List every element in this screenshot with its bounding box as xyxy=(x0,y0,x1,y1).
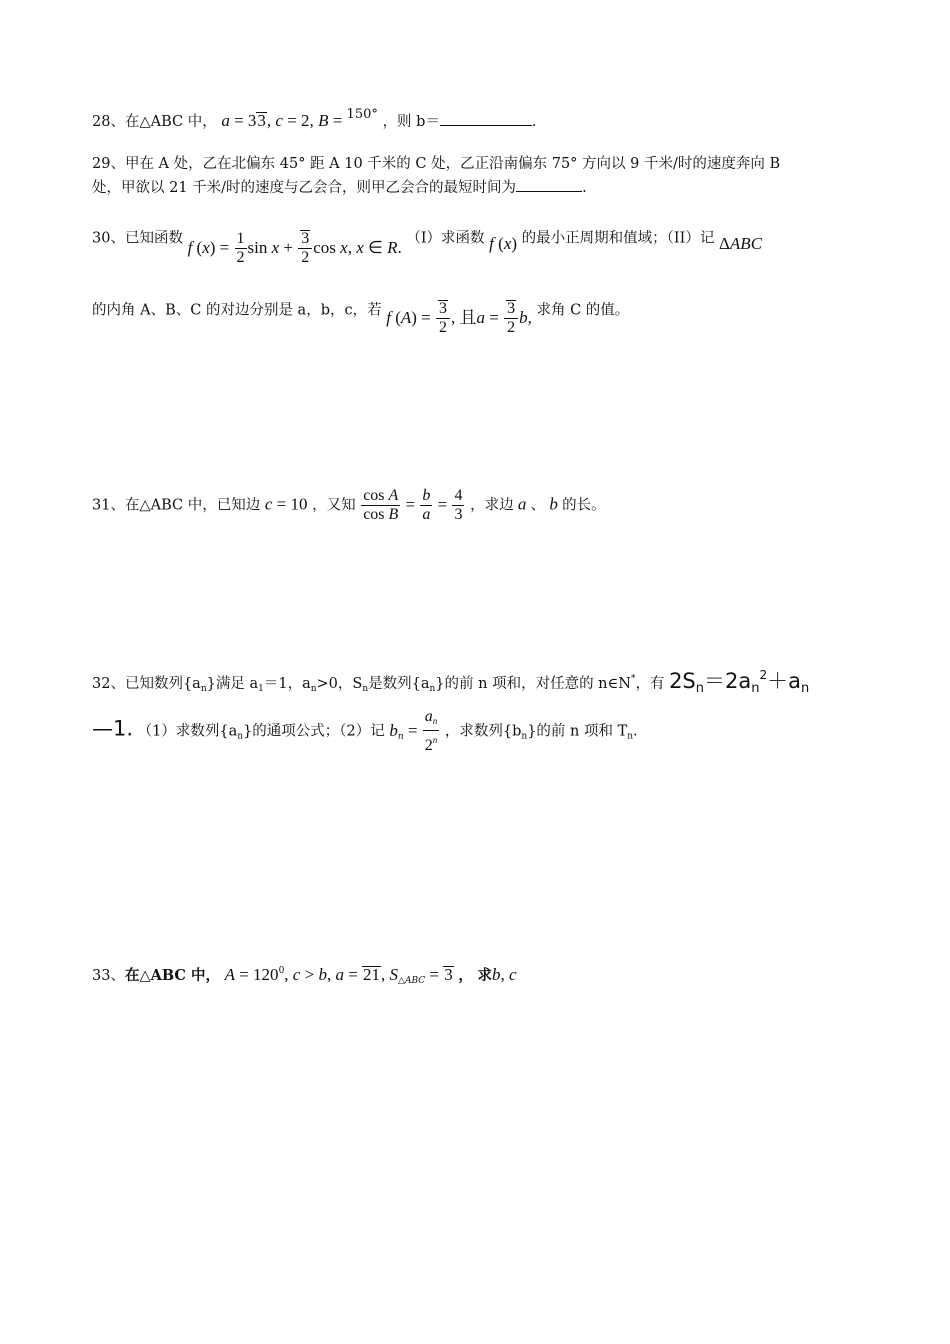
question-29-line-1: 29、甲在 A 处，乙在北偏东 45° 距 A 10 千米的 C 处，乙正沿南偏东 75° 方向以 9 千米/时的速度奔向 B xyxy=(92,156,781,172)
question-31: 31、在△ABC 中，已知边 c = 10 ，又知 $\frac{\text{cos A}}{\text{cos B}}$ = $\frac{b}{a}$ = $\frac{4}{3}$ ，求边 a 、 b 的长。 xyxy=(92,487,606,523)
question-32-line-2: —1. （1）求数列$\{a_n\}$的通项公式；（2）记 $b_n$ = $\frac{a_n}{2^n}$ ，求数列$\{b_n\}$的前 n 项和 $T_n$. xyxy=(92,708,638,754)
q32-recurrence: $2Sn=2an^2+an$ xyxy=(669,668,810,696)
question-29-line-2: 处，甲欲以 21 千米/时的速度与乙会合，则甲乙会合的最短时间为 . xyxy=(92,177,872,199)
answer-blank-28[interactable] xyxy=(440,111,532,126)
q31-ratio-equation: $\frac{\text{cos A}}{\text{cos B}}$ = $\frac{b}{a}$ = $\frac{4}{3}$ xyxy=(363,487,463,523)
q33-given: $A = 120^0$, c > b, a = 21, $S_{\triangle ABC} = 3$ xyxy=(224,965,453,986)
q30-condition: f (A) = $\frac{3}{2}$ , 且a = $\frac{3}{2}$ b, xyxy=(386,300,532,336)
question-32-line-1: 32、已知数列$\{a_n\}$满足 $a_1=1$，$a_n>0$，$S_n$是数列$\{a_n\}$的前 n 项和，对任意的 n∈N*，有 $2Sn=2an^2+an$ xyxy=(92,668,810,696)
answer-blank-29[interactable] xyxy=(516,177,582,192)
q28-equation: a = 33, c = 2, B = 150° xyxy=(221,107,378,130)
question-33: 33、在△ABC 中， $A = 120^0$, c > b, a = 21, $S_{\triangle ABC} = 3$ ， 求b, c xyxy=(92,965,517,986)
q32-bn-definition: $b_n$ = $\frac{a_n}{2^n}$ xyxy=(389,708,438,754)
q32-recurrence-tail: —1. xyxy=(92,716,134,741)
question-30-line-2: 的内角 A、B、C 的对边分别是 a，b，c，若 f (A) = $\frac{3}{2}$ , 且a = $\frac{3}{2}$ b, 求角 C 的值。 xyxy=(92,300,630,336)
q30-function-definition: f (x) = $\frac{1}{2}$ sin x + $\frac{3}{2}$ cos x, x ∈ R. xyxy=(187,230,402,266)
question-28: 28、在△ABC 中， a = 33, c = 2, B = 150° ，则 b＝ . xyxy=(92,107,537,130)
question-30-line-1: 30、已知函数 f (x) = $\frac{1}{2}$ sin x + $\frac{3}{2}$ cos x, x ∈ R. （I）求函数 f (x) 的最小正周期和值域；（II）记 ΔABC xyxy=(92,230,763,266)
